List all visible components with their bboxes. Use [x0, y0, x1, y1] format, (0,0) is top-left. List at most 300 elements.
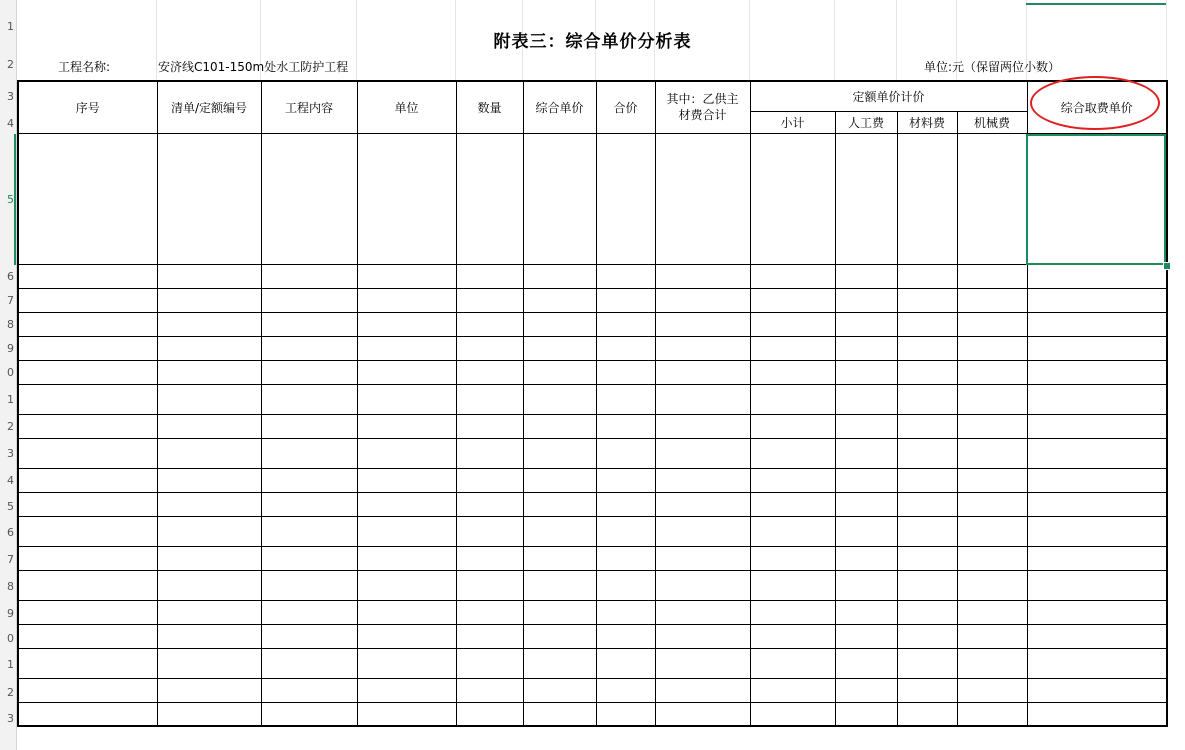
table-cell[interactable]: [456, 492, 523, 516]
table-cell[interactable]: [897, 312, 957, 336]
table-cell[interactable]: [157, 570, 261, 600]
header-labor[interactable]: 人工费: [835, 111, 897, 133]
table-cell[interactable]: [897, 336, 957, 360]
row-number[interactable]: 0: [7, 632, 14, 645]
table-cell[interactable]: [835, 438, 897, 468]
table-cell[interactable]: [357, 468, 456, 492]
table-cell[interactable]: [655, 678, 750, 702]
table-cell[interactable]: [157, 414, 261, 438]
table-cell[interactable]: [655, 516, 750, 546]
table-cell[interactable]: [261, 360, 357, 384]
header-subtotal[interactable]: 小计: [750, 111, 835, 133]
table-cell[interactable]: [897, 492, 957, 516]
table-cell[interactable]: [897, 678, 957, 702]
table-cell[interactable]: [596, 360, 655, 384]
table-cell[interactable]: [1027, 600, 1167, 624]
table-cell[interactable]: [957, 516, 1027, 546]
table-cell[interactable]: [261, 516, 357, 546]
table-cell[interactable]: [655, 336, 750, 360]
row-number[interactable]: 1: [7, 393, 14, 406]
table-cell[interactable]: [1027, 414, 1167, 438]
table-cell[interactable]: [1027, 678, 1167, 702]
table-cell[interactable]: [157, 678, 261, 702]
table-cell[interactable]: [957, 570, 1027, 600]
table-cell[interactable]: [357, 312, 456, 336]
table-cell[interactable]: [357, 648, 456, 678]
table-cell[interactable]: [750, 702, 835, 726]
row-number[interactable]: 8: [7, 318, 14, 331]
table-cell[interactable]: [835, 678, 897, 702]
table-cell[interactable]: [157, 336, 261, 360]
header-qty[interactable]: 数量: [456, 81, 523, 133]
table-cell[interactable]: [596, 600, 655, 624]
table-cell[interactable]: [655, 264, 750, 288]
table-cell[interactable]: [957, 312, 1027, 336]
table-cell[interactable]: [750, 288, 835, 312]
table-cell[interactable]: [157, 264, 261, 288]
table-cell[interactable]: [750, 600, 835, 624]
table-cell[interactable]: [750, 414, 835, 438]
table-cell[interactable]: [750, 133, 835, 264]
project-name[interactable]: 安济线C101-150m处水工防护工程: [158, 60, 349, 74]
table-cell[interactable]: [523, 133, 596, 264]
table-cell[interactable]: [957, 492, 1027, 516]
table-cell[interactable]: [357, 546, 456, 570]
row-number[interactable]: 8: [7, 580, 14, 593]
table-cell[interactable]: [897, 133, 957, 264]
table-cell[interactable]: [523, 678, 596, 702]
table-cell[interactable]: [957, 702, 1027, 726]
table-cell[interactable]: [456, 468, 523, 492]
row-number[interactable]: 1: [7, 658, 14, 671]
table-cell[interactable]: [655, 624, 750, 648]
table-cell[interactable]: [1027, 288, 1167, 312]
table-cell[interactable]: [157, 312, 261, 336]
table-cell[interactable]: [456, 384, 523, 414]
table-cell[interactable]: [957, 648, 1027, 678]
table-cell[interactable]: [655, 600, 750, 624]
table-cell[interactable]: [456, 678, 523, 702]
table-cell[interactable]: [523, 546, 596, 570]
table-cell[interactable]: [523, 384, 596, 414]
table-cell[interactable]: [957, 468, 1027, 492]
table-cell[interactable]: [897, 600, 957, 624]
table-cell[interactable]: [18, 678, 157, 702]
table-cell[interactable]: [835, 600, 897, 624]
table-cell[interactable]: [897, 570, 957, 600]
table-cell[interactable]: [957, 600, 1027, 624]
table-cell[interactable]: [957, 414, 1027, 438]
table-row: [18, 648, 1167, 678]
table-cell[interactable]: [157, 438, 261, 468]
table-cell[interactable]: [456, 312, 523, 336]
table-cell[interactable]: [835, 414, 897, 438]
table-cell[interactable]: [1027, 384, 1167, 414]
table-cell[interactable]: [18, 288, 157, 312]
header-total[interactable]: 合价: [596, 81, 655, 133]
row-number-active[interactable]: 5: [7, 193, 14, 206]
header-material[interactable]: 材料费: [897, 111, 957, 133]
row-number[interactable]: 5: [7, 500, 14, 513]
table-cell[interactable]: [1027, 312, 1167, 336]
table-cell[interactable]: [261, 702, 357, 726]
table-cell[interactable]: [1027, 468, 1167, 492]
row-number[interactable]: 7: [7, 553, 14, 566]
table-cell[interactable]: [655, 360, 750, 384]
table-cell[interactable]: [357, 288, 456, 312]
table-cell[interactable]: [897, 360, 957, 384]
table-cell[interactable]: [357, 624, 456, 648]
table-cell[interactable]: [523, 648, 596, 678]
table-cell[interactable]: [18, 648, 157, 678]
header-seq[interactable]: 序号: [18, 81, 157, 133]
table-row: [18, 600, 1167, 624]
table-cell[interactable]: [835, 702, 897, 726]
project-label[interactable]: 工程名称:: [58, 60, 111, 74]
table-cell[interactable]: [157, 384, 261, 414]
table-cell[interactable]: [261, 468, 357, 492]
row-number[interactable]: 3: [7, 712, 14, 725]
header-fee-price[interactable]: 综合取费单价: [1027, 81, 1167, 133]
table-cell[interactable]: [523, 360, 596, 384]
table-cell[interactable]: [835, 570, 897, 600]
table-cell[interactable]: [523, 438, 596, 468]
table-cell[interactable]: [750, 468, 835, 492]
table-cell[interactable]: [157, 133, 261, 264]
table-cell[interactable]: [835, 468, 897, 492]
table-cell[interactable]: [655, 438, 750, 468]
table-cell[interactable]: [750, 516, 835, 546]
table-cell[interactable]: [157, 468, 261, 492]
table-cell[interactable]: [157, 702, 261, 726]
table-cell[interactable]: [261, 570, 357, 600]
table-cell[interactable]: [897, 468, 957, 492]
table-cell[interactable]: [957, 288, 1027, 312]
table-cell[interactable]: [897, 648, 957, 678]
table-cell[interactable]: [1027, 516, 1167, 546]
table-cell[interactable]: [157, 600, 261, 624]
table-cell[interactable]: [655, 312, 750, 336]
table-cell[interactable]: [655, 384, 750, 414]
table-cell[interactable]: [750, 438, 835, 468]
table-cell[interactable]: [456, 702, 523, 726]
table-cell[interactable]: [750, 570, 835, 600]
table-cell[interactable]: [1027, 133, 1167, 264]
table-cell[interactable]: [18, 702, 157, 726]
table-cell[interactable]: [456, 133, 523, 264]
table-cell[interactable]: [261, 648, 357, 678]
table-cell[interactable]: [835, 492, 897, 516]
table-cell[interactable]: [897, 624, 957, 648]
table-cell[interactable]: [18, 492, 157, 516]
table-cell[interactable]: [523, 312, 596, 336]
table-cell[interactable]: [261, 312, 357, 336]
table-cell[interactable]: [1027, 264, 1167, 288]
table-cell[interactable]: [1027, 438, 1167, 468]
table-cell[interactable]: [523, 468, 596, 492]
table-cell[interactable]: [456, 648, 523, 678]
table-cell[interactable]: [523, 570, 596, 600]
row-number[interactable]: 3: [7, 447, 14, 460]
table-cell[interactable]: [157, 516, 261, 546]
table-cell[interactable]: [655, 546, 750, 570]
table-cell[interactable]: [18, 570, 157, 600]
table-cell[interactable]: [596, 702, 655, 726]
table-cell[interactable]: [655, 414, 750, 438]
table-cell[interactable]: [261, 546, 357, 570]
table-cell[interactable]: [897, 414, 957, 438]
table-cell[interactable]: [1027, 546, 1167, 570]
header-code[interactable]: 清单/定额编号: [157, 81, 261, 133]
table-cell[interactable]: [1027, 702, 1167, 726]
table-cell[interactable]: [157, 546, 261, 570]
table-cell[interactable]: [750, 492, 835, 516]
table-cell[interactable]: [835, 648, 897, 678]
table-cell[interactable]: [157, 288, 261, 312]
table-cell[interactable]: [957, 264, 1027, 288]
table-cell[interactable]: [357, 438, 456, 468]
table-cell[interactable]: [835, 360, 897, 384]
row-number[interactable]: 6: [7, 270, 14, 283]
table-cell[interactable]: [835, 288, 897, 312]
sheet-title[interactable]: 附表三：综合单价分析表: [493, 32, 692, 52]
table-cell[interactable]: [523, 702, 596, 726]
table-cell[interactable]: [523, 624, 596, 648]
table-cell[interactable]: [750, 336, 835, 360]
table-cell[interactable]: [261, 492, 357, 516]
table-cell[interactable]: [596, 312, 655, 336]
table-cell[interactable]: [456, 414, 523, 438]
table-cell[interactable]: [357, 516, 456, 546]
table-cell[interactable]: [1027, 624, 1167, 648]
table-cell[interactable]: [357, 264, 456, 288]
table-cell[interactable]: [750, 264, 835, 288]
table-cell[interactable]: [750, 546, 835, 570]
table-cell[interactable]: [456, 516, 523, 546]
table-cell[interactable]: [957, 133, 1027, 264]
table-cell[interactable]: [357, 133, 456, 264]
table-row: [18, 546, 1167, 570]
table-cell[interactable]: [835, 546, 897, 570]
header-unit[interactable]: 单位: [357, 81, 456, 133]
table-cell[interactable]: [261, 438, 357, 468]
table-cell[interactable]: [18, 546, 157, 570]
table-cell[interactable]: [18, 312, 157, 336]
table-cell[interactable]: [957, 624, 1027, 648]
table-cell[interactable]: [596, 264, 655, 288]
table-cell[interactable]: [357, 570, 456, 600]
table-cell[interactable]: [750, 678, 835, 702]
table-cell[interactable]: [357, 600, 456, 624]
table-cell[interactable]: [523, 288, 596, 312]
table-cell[interactable]: [456, 546, 523, 570]
table-cell[interactable]: [261, 264, 357, 288]
table-cell[interactable]: [835, 336, 897, 360]
table-cell[interactable]: [523, 600, 596, 624]
table-cell[interactable]: [596, 288, 655, 312]
table-cell[interactable]: [835, 516, 897, 546]
table-cell[interactable]: [596, 384, 655, 414]
table-cell[interactable]: [655, 702, 750, 726]
table-cell[interactable]: [596, 516, 655, 546]
table-cell[interactable]: [261, 600, 357, 624]
table-cell[interactable]: [897, 438, 957, 468]
unit-note[interactable]: 单位:元（保留两位小数）: [924, 60, 1061, 74]
header-quota-group[interactable]: 定额单价计价: [750, 81, 1027, 111]
table-cell[interactable]: [261, 384, 357, 414]
table-cell[interactable]: [18, 414, 157, 438]
row-number[interactable]: 2: [7, 420, 14, 433]
table-cell[interactable]: [596, 570, 655, 600]
table-cell[interactable]: [957, 336, 1027, 360]
table-row: [18, 133, 1167, 264]
table-cell[interactable]: [456, 336, 523, 360]
table-cell[interactable]: [357, 678, 456, 702]
row-number[interactable]: 4: [7, 474, 14, 487]
table-cell[interactable]: [456, 570, 523, 600]
table-cell[interactable]: [655, 288, 750, 312]
table-cell[interactable]: [897, 702, 957, 726]
table-cell[interactable]: [750, 384, 835, 414]
table-cell[interactable]: [18, 438, 157, 468]
table-cell[interactable]: [261, 336, 357, 360]
table-cell[interactable]: [835, 624, 897, 648]
table-cell[interactable]: [750, 624, 835, 648]
table-cell[interactable]: [596, 468, 655, 492]
table-cell[interactable]: [1027, 360, 1167, 384]
table-cell[interactable]: [456, 600, 523, 624]
row-number[interactable]: 2: [7, 686, 14, 699]
table-cell[interactable]: [596, 546, 655, 570]
table-cell[interactable]: [596, 648, 655, 678]
table-cell[interactable]: [1027, 648, 1167, 678]
row-number[interactable]: 9: [7, 342, 14, 355]
table-cell[interactable]: [596, 678, 655, 702]
table-cell[interactable]: [596, 492, 655, 516]
table-cell[interactable]: [261, 414, 357, 438]
table-cell[interactable]: [655, 468, 750, 492]
table-cell[interactable]: [261, 624, 357, 648]
table-cell[interactable]: [655, 570, 750, 600]
table-cell[interactable]: [835, 384, 897, 414]
fill-handle[interactable]: [1163, 262, 1171, 270]
table-cell[interactable]: [456, 624, 523, 648]
table-cell[interactable]: [957, 678, 1027, 702]
table-cell[interactable]: [655, 133, 750, 264]
table-cell[interactable]: [596, 133, 655, 264]
table-cell[interactable]: [750, 648, 835, 678]
table-cell[interactable]: [18, 600, 157, 624]
table-cell[interactable]: [835, 133, 897, 264]
table-cell[interactable]: [897, 264, 957, 288]
table-cell[interactable]: [523, 414, 596, 438]
table-cell[interactable]: [357, 384, 456, 414]
table-cell[interactable]: [596, 438, 655, 468]
table-cell[interactable]: [897, 516, 957, 546]
row-number[interactable]: 9: [7, 607, 14, 620]
row-number[interactable]: 4: [7, 117, 14, 130]
table-cell[interactable]: [750, 312, 835, 336]
table-cell[interactable]: [157, 624, 261, 648]
table-cell[interactable]: [18, 133, 157, 264]
row-number[interactable]: 0: [7, 366, 14, 379]
table-cell[interactable]: [750, 360, 835, 384]
table-cell[interactable]: [897, 288, 957, 312]
table-cell[interactable]: [957, 384, 1027, 414]
row-header-bar[interactable]: [0, 0, 17, 750]
header-supplied[interactable]: 其中：乙供主材费合计: [655, 81, 750, 133]
table-cell[interactable]: [596, 336, 655, 360]
table-cell[interactable]: [357, 702, 456, 726]
table-cell[interactable]: [357, 360, 456, 384]
table-cell[interactable]: [1027, 492, 1167, 516]
table-cell[interactable]: [655, 492, 750, 516]
table-cell[interactable]: [897, 384, 957, 414]
row-number[interactable]: 7: [7, 294, 14, 307]
table-cell[interactable]: [157, 648, 261, 678]
table-cell[interactable]: [523, 492, 596, 516]
table-cell[interactable]: [596, 414, 655, 438]
header-content[interactable]: 工程内容: [261, 81, 357, 133]
table-cell[interactable]: [357, 336, 456, 360]
table-cell[interactable]: [523, 336, 596, 360]
analysis-table: [17, 80, 1168, 727]
table-cell[interactable]: [957, 546, 1027, 570]
table-row: [18, 264, 1167, 288]
table-cell[interactable]: [1027, 336, 1167, 360]
table-cell[interactable]: [157, 360, 261, 384]
table-cell[interactable]: [261, 133, 357, 264]
table-cell[interactable]: [18, 336, 157, 360]
table-cell[interactable]: [18, 264, 157, 288]
table-cell[interactable]: [596, 624, 655, 648]
table-cell[interactable]: [456, 360, 523, 384]
table-cell[interactable]: [835, 312, 897, 336]
table-cell[interactable]: [456, 264, 523, 288]
table-cell[interactable]: [1027, 570, 1167, 600]
table-cell[interactable]: [157, 492, 261, 516]
table-cell[interactable]: [456, 438, 523, 468]
row-number[interactable]: 3: [7, 90, 14, 103]
row-number[interactable]: 1: [7, 20, 14, 33]
row-number[interactable]: 6: [7, 526, 14, 539]
table-cell[interactable]: [897, 546, 957, 570]
table-cell[interactable]: [835, 264, 897, 288]
table-cell[interactable]: [357, 492, 456, 516]
table-cell[interactable]: [523, 264, 596, 288]
table-cell[interactable]: [523, 516, 596, 546]
active-row-indicator: [14, 134, 16, 265]
table-row: [18, 678, 1167, 702]
table-cell[interactable]: [18, 384, 157, 414]
table-cell[interactable]: [18, 468, 157, 492]
table-cell[interactable]: [18, 516, 157, 546]
header-machine[interactable]: 机械费: [957, 111, 1027, 133]
table-cell[interactable]: [261, 678, 357, 702]
table-cell[interactable]: [261, 288, 357, 312]
table-cell[interactable]: [957, 360, 1027, 384]
table-cell[interactable]: [456, 288, 523, 312]
table-cell[interactable]: [655, 648, 750, 678]
table-cell[interactable]: [18, 360, 157, 384]
table-cell[interactable]: [957, 438, 1027, 468]
row-number[interactable]: 2: [7, 58, 14, 71]
table-row: [18, 468, 1167, 492]
header-unit-price[interactable]: 综合单价: [523, 81, 596, 133]
table-row: [18, 384, 1167, 414]
table-cell[interactable]: [357, 414, 456, 438]
table-cell[interactable]: [18, 624, 157, 648]
